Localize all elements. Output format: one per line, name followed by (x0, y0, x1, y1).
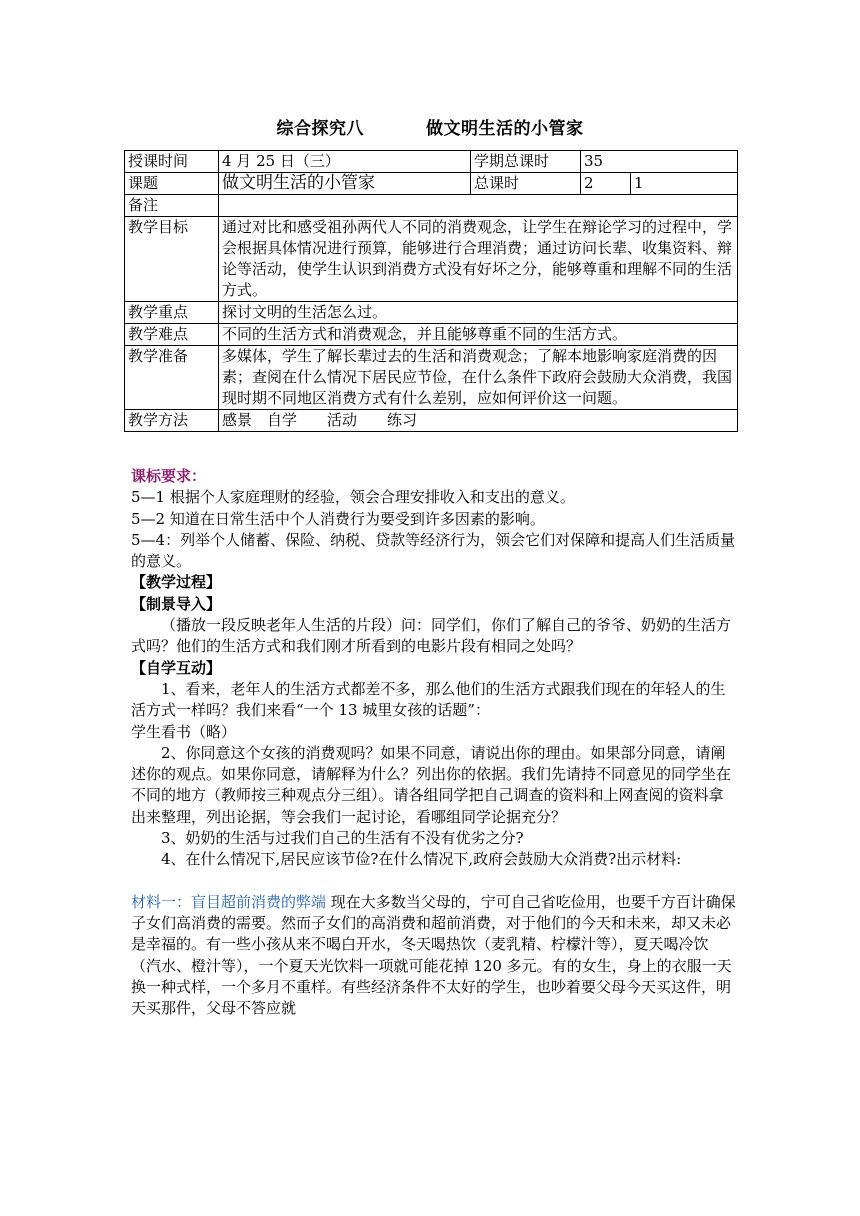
cell-value-lesson-no: 1 (631, 173, 738, 195)
question-paragraph: 1、看来，老年人的生活方式都差不多，那么他们的生活方式跟我们现在的年轻人的生活方式一样吗？我们来看“一个 13 城里女孩的话题”： (131, 679, 726, 720)
table-row (125, 217, 738, 302)
cell-label-preparation: 教学准备 (125, 346, 219, 410)
cell-label-topic: 课题 (125, 173, 219, 195)
cell-value-total-hours: 2 (581, 173, 631, 195)
process-heading: 【教学过程】 (131, 573, 222, 592)
table-row (125, 173, 738, 195)
material-text: 现在大多数当父母的，宁可自己省吃俭用，也要千方百计确保子女们高消费的需要。然而子女们的高消费和超前消费，对于他们的今天和未来，却又未必是幸福的。有一些小孩从来不喝白开水，冬天喝热饮（麦乳精、柠檬汁等），夏天喝冷饮（汽水、橙汁等），一个夏天光饮料一项就可能花掉 120 多元。有的女生，身上的衣服一天换一种式样，一个多月不重样。有些经济条件不太好的学生，也吵着要父母今天买这件，明天买那件，父母不答应就 (131, 892, 736, 1018)
question-paragraph: 4、在什么情况下,居民应该节俭?在什么情况下,政府会鼓励大众消费?出示材料: (161, 850, 682, 869)
cell-label-time: 授课时间 (125, 151, 219, 173)
self-study-heading: 【自学互动】 (131, 658, 222, 677)
material-paragraph (131, 892, 737, 1020)
lesson-info-table (124, 150, 738, 432)
cell-value-difficulty: 不同的生活方式和消费观念，并且能够尊重不同的生活方式。 (219, 324, 738, 346)
cell-label-term-hours: 学期总课时 (471, 151, 581, 173)
lesson-body (131, 466, 737, 1019)
table-row (125, 151, 738, 173)
cell-value-goals: 通过对比和感受祖孙两代人不同的消费观念，让学生在辩论学习的过程中，学会根据具体情况进行预算，能够进行合理消费；通过访问长辈、收集资料、辩论等活动，使学生认识到消费方式没有好坏之分，能够尊重和理解不同的生活方式。 (219, 217, 738, 302)
requirements-heading: 课标要求： (131, 467, 207, 485)
question-paragraph: 2、你同意这个女孩的消费观吗？如果不同意，请说出你的理由。如果部分同意，请阐述你的观点。如果你同意，请解释为什么？列出你的依据。我们先请持不同意见的同学坐在不同的地方（教师按三种观点分三组）。请各组同学把自己调查的资料和上网查阅的资料拿出来整理，列出论据，等会我们一起讨论，看哪组同学论据充分？ (131, 743, 732, 826)
cell-label-total-hours: 总课时 (471, 173, 581, 195)
intro-heading: 【制景导入】 (131, 594, 222, 613)
question-note: 学生看书（略） (131, 722, 237, 741)
cell-value-focus: 探讨文明的生活怎么过。 (219, 302, 738, 324)
material-title: 材料一：盲目超前消费的弊端 (131, 892, 327, 911)
cell-value-method: 感景 自学 活动 练习 (219, 410, 738, 432)
cell-label-notes: 备注 (125, 195, 219, 217)
table-row (125, 346, 738, 410)
cell-value-time: 4 月 25 日（三） (219, 151, 471, 173)
title-left: 综合探究八 (276, 119, 364, 139)
cell-label-difficulty: 教学难点 (125, 324, 219, 346)
requirement-item: 5—4：列举个人储蓄、保险、纳税、贷款等经济行为，领会它们对保障和提高人们生活质量的意义。 (131, 530, 736, 571)
requirement-item: 5—2 知道在日常生活中个人消费行为要受到许多因素的影响。 (131, 509, 545, 528)
title-right: 做文明生活的小管家 (426, 119, 584, 139)
intro-paragraph: （播放一段反映老年人生活的片段）问：同学们，你们了解自己的爷爷、奶奶的生活方式吗？他们的生活方式和我们刚才所看到的电影片段有相同之处吗？ (131, 616, 732, 656)
table-row (125, 324, 738, 346)
table-row (125, 302, 738, 324)
cell-label-focus: 教学重点 (125, 302, 219, 324)
table-row (125, 195, 738, 217)
cell-label-goals: 教学目标 (125, 217, 219, 302)
cell-value-notes (219, 195, 738, 217)
page-title (0, 114, 860, 139)
cell-value-topic: 做文明生活的小管家 (219, 173, 471, 195)
cell-label-method: 教学方法 (125, 410, 219, 432)
table-row (125, 410, 738, 432)
question-paragraph: 3、奶奶的生活与过我们自己的生活有不没有优劣之分? (161, 829, 524, 848)
cell-value-preparation: 多媒体，学生了解长辈过去的生活和消费观念；了解本地影响家庭消费的因素；查阅在什么情况下居民应节俭，在什么条件下政府会鼓励大众消费，我国现时期不同地区消费方式有什么差别，应如何评价这一问题。 (219, 346, 738, 410)
cell-value-term-hours: 35 (581, 151, 738, 173)
requirement-item: 5—1 根据个人家庭理财的经验，领会合理安排收入和支出的意义。 (131, 488, 575, 507)
